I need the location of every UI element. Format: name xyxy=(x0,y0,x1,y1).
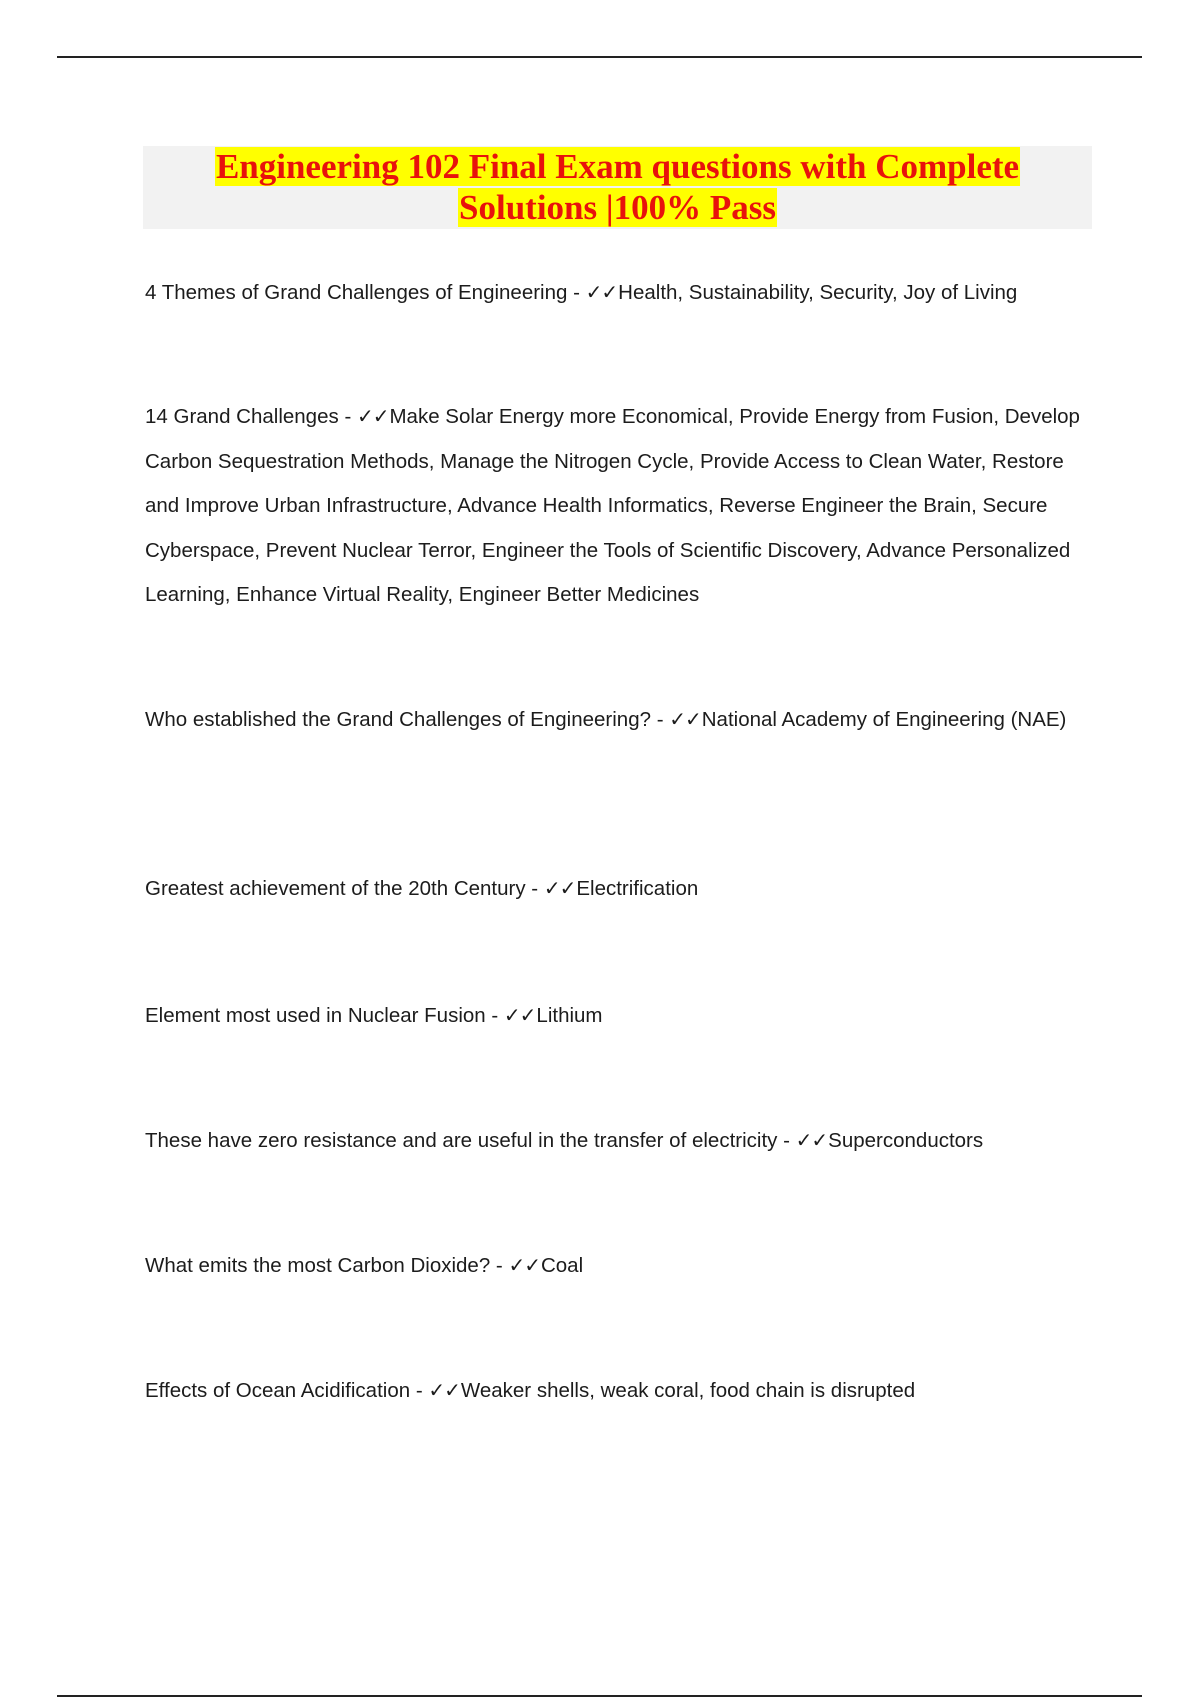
qa-item-4 xyxy=(145,866,1095,912)
qa-item-1 xyxy=(145,270,1095,316)
page-title xyxy=(143,146,1092,228)
double-check-icon: ✓✓ xyxy=(669,707,701,731)
question-text: Who established the Grand Challenges of Engineering? xyxy=(145,708,651,731)
question-text: 4 Themes of Grand Challenges of Engineering xyxy=(145,281,568,304)
answer-text: Lithium xyxy=(536,1004,603,1027)
title-banner xyxy=(143,146,1092,229)
qa-item-7 xyxy=(145,1243,1095,1289)
separator: - xyxy=(410,1379,429,1402)
answer-text: Weaker shells, weak coral, food chain is disrupted xyxy=(460,1379,916,1402)
question-text: Greatest achievement of the 20th Century xyxy=(145,877,526,900)
qa-item-2 xyxy=(145,394,1095,618)
double-check-icon: ✓✓ xyxy=(356,404,389,428)
question-text: Element most used in Nuclear Fusion xyxy=(145,1004,486,1027)
answer-text: Electrification xyxy=(576,877,699,900)
answer-text: Superconductors xyxy=(828,1129,984,1152)
top-rule xyxy=(57,56,1142,58)
question-text: These have zero resistance and are useful in the transfer of electricity xyxy=(145,1129,778,1152)
qa-item-3 xyxy=(145,697,1095,743)
double-check-icon: ✓✓ xyxy=(428,1378,460,1402)
question-text: 14 Grand Challenges xyxy=(145,405,339,428)
answer-text: Health, Sustainability, Security, Joy of Living xyxy=(618,281,1018,304)
qa-item-5 xyxy=(145,993,1095,1039)
double-check-icon: ✓✓ xyxy=(543,876,576,900)
separator: - xyxy=(651,708,670,731)
separator: - xyxy=(777,1129,796,1152)
answer-text: Coal xyxy=(540,1254,584,1277)
double-check-icon: ✓✓ xyxy=(585,280,618,304)
question-text: What emits the most Carbon Dioxide? xyxy=(145,1254,491,1277)
answer-text: Make Solar Energy more Economical, Provide Energy from Fusion, Develop Carbon Sequestration Methods, Manage the Nitrogen Cycle, Provide Access to Clean Water, Restore and Improve Urban Infrastructure, Advance Health Informatics, Reverse Engineer the Brain, Secure Cyberspace, Prevent Nuclear Terror, Engineer the Tools of Scientific Discovery, Advance Personalized Learning, Enhance Virtual Reality, Engineer Better Medicines xyxy=(145,405,1080,606)
separator: - xyxy=(338,405,357,428)
double-check-icon: ✓✓ xyxy=(503,1003,536,1027)
double-check-icon: ✓✓ xyxy=(508,1253,540,1277)
bottom-rule xyxy=(57,1695,1142,1697)
title-line-2: Solutions |100% Pass xyxy=(459,188,776,227)
separator: - xyxy=(567,281,586,304)
qa-item-6 xyxy=(145,1118,1095,1164)
separator: - xyxy=(485,1004,504,1027)
separator: - xyxy=(490,1254,509,1277)
double-check-icon: ✓✓ xyxy=(795,1128,828,1152)
separator: - xyxy=(525,877,544,900)
qa-item-8 xyxy=(145,1368,1095,1414)
title-line-1: Engineering 102 Final Exam questions with Complete xyxy=(215,147,1020,186)
answer-text: National Academy of Engineering (NAE) xyxy=(701,708,1067,731)
question-text: Effects of Ocean Acidification xyxy=(145,1379,411,1402)
